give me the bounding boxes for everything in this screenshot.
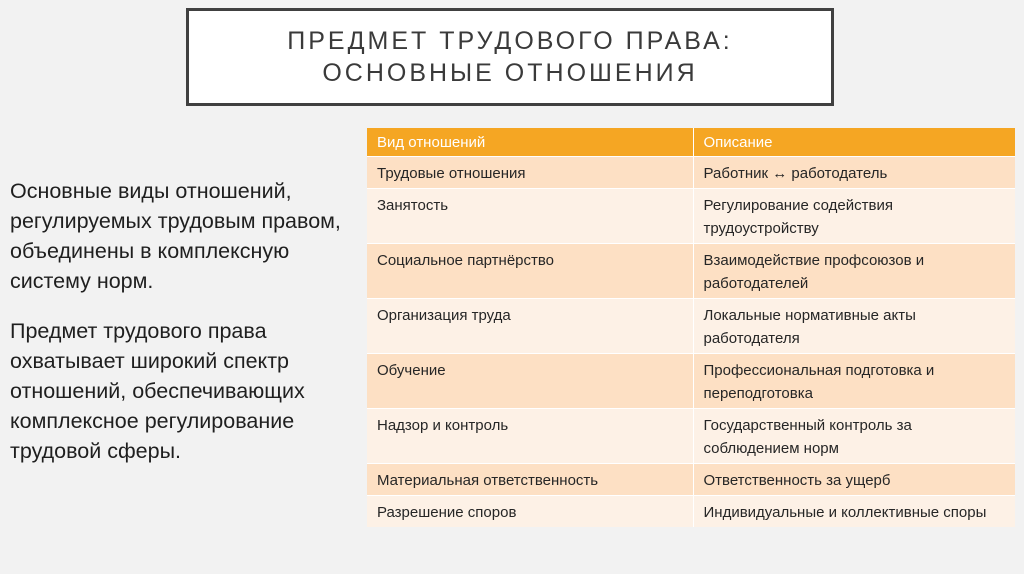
row-description: Профессиональная подготовка и переподготовка [693,354,1015,409]
header-type: Вид отношений [367,128,693,157]
relations-table-wrapper [367,128,1015,527]
row-description: Взаимодействие профсоюзов и работодателей [693,244,1015,299]
table-row [367,244,1015,299]
row-type: Организация труда [367,299,693,354]
row-type: Материальная ответственность [367,464,693,496]
row-description: Государственный контроль за соблюдением норм [693,409,1015,464]
table-row [367,299,1015,354]
table-row [367,464,1015,496]
title-line-2: ОСНОВНЫЕ ОТНОШЕНИЯ [322,59,698,87]
row-description: Локальные нормативные акты работодателя [693,299,1015,354]
row-description: Индивидуальные и коллективные споры [693,496,1015,528]
table-row [367,189,1015,244]
paragraph-1: Основные виды отношений, регулируемых трудовым правом, объединены в комплексную систему норм. [10,179,341,293]
row-type: Разрешение споров [367,496,693,528]
title-line-1: ПРЕДМЕТ ТРУДОВОГО ПРАВА: [287,27,733,55]
title-box [186,8,834,106]
table-row [367,496,1015,528]
row-description: Регулирование содействия трудоустройству [693,189,1015,244]
row-type: Социальное партнёрство [367,244,693,299]
row-description: Ответственность за ущерб [693,464,1015,496]
row-description: Работник ↔ работодатель [693,157,1015,189]
table-row [367,157,1015,189]
row-type: Занятость [367,189,693,244]
table-row [367,409,1015,464]
row-type: Надзор и контроль [367,409,693,464]
table-row [367,354,1015,409]
left-text-block [10,176,360,486]
header-description: Описание [693,128,1015,157]
row-type: Трудовые отношения [367,157,693,189]
table-header-row [367,128,1015,157]
row-type: Обучение [367,354,693,409]
paragraph-2: Предмет трудового права охватывает широкий спектр отношений, обеспечивающих комплексное регулирование трудовой сферы. [10,319,305,463]
relations-table [367,128,1015,527]
